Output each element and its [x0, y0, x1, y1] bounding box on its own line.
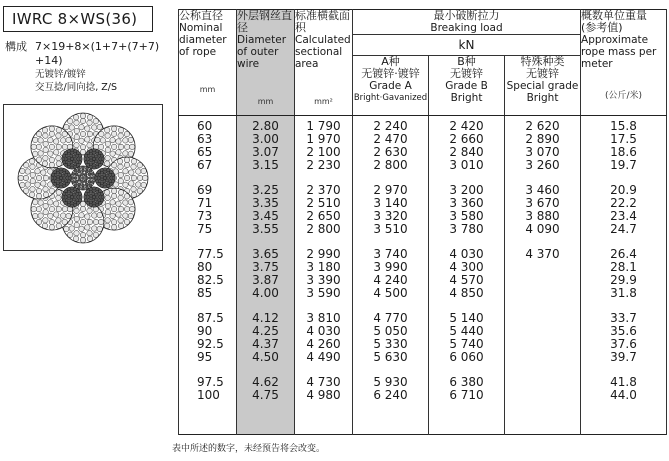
- column-sectional-area: [295, 116, 353, 435]
- row-group: [237, 244, 294, 308]
- table-cell: 4 980: [306, 388, 341, 402]
- table-cell: 3 070: [525, 145, 560, 159]
- table-cell: 3.35: [252, 196, 279, 210]
- table-cell: 95: [197, 350, 213, 364]
- table-cell: 3.15: [252, 158, 279, 172]
- table-cell: 2 100: [306, 145, 341, 159]
- table-cell: 17.5: [610, 132, 637, 146]
- table-cell: 4.00: [252, 286, 279, 300]
- row-group: [429, 180, 504, 244]
- table-cell: 29.9: [610, 273, 637, 287]
- table-cell: 2 420: [449, 119, 484, 133]
- row-group: [353, 244, 428, 308]
- table-cell: 15.8: [610, 119, 637, 133]
- row-group: [353, 116, 428, 180]
- table-cell: 3 390: [306, 273, 341, 287]
- column-nominal-diameter: [179, 116, 237, 435]
- construction-label: 構成: [5, 40, 27, 53]
- table-cell: 4 030: [306, 324, 341, 338]
- row-group: [581, 372, 666, 406]
- table-cell: 2 510: [306, 196, 341, 210]
- table-cell: 4 030: [449, 247, 484, 261]
- table-cell: 3 590: [306, 286, 341, 300]
- table-cell: 4.12: [252, 311, 279, 325]
- table-cell: 3.65: [252, 247, 279, 261]
- table-cell: 39.7: [610, 350, 637, 364]
- row-group: [581, 116, 666, 180]
- table-cell: 60: [197, 119, 213, 133]
- table-cell: 20.9: [610, 183, 637, 197]
- row-group: [429, 372, 504, 406]
- table-cell: 23.4: [610, 209, 637, 223]
- rope-spec-table: [178, 9, 667, 435]
- header-grade-a: A种 无镀锌·镀锌 Grade A Bright·Gavanized: [353, 56, 429, 116]
- table-cell: 71: [197, 196, 213, 210]
- footnote: 表中所述的数字，未经预告将会改变。: [172, 444, 326, 454]
- table-cell: 90: [197, 324, 213, 338]
- table-cell: 3 670: [525, 196, 560, 210]
- table-cell: 4 490: [306, 350, 341, 364]
- header-kn-unit: kN: [353, 35, 581, 56]
- table-cell: 4 850: [449, 286, 484, 300]
- row-group: [179, 372, 236, 406]
- table-cell: 6 060: [449, 350, 484, 364]
- table-cell: 4.62: [252, 375, 279, 389]
- header-breaking-load: 最小破断拉力 Breaking load: [353, 10, 581, 35]
- table-cell: 22.2: [610, 196, 637, 210]
- table-cell: 4 370: [525, 247, 560, 261]
- row-group: [505, 180, 580, 244]
- table-cell: 3 180: [306, 260, 341, 274]
- column-special-grade: [505, 116, 581, 435]
- table-cell: 87.5: [197, 311, 224, 325]
- table-cell: 4.50: [252, 350, 279, 364]
- table-cell: 2 660: [449, 132, 484, 146]
- table-cell: 75: [197, 222, 213, 236]
- table-cell: 5 630: [373, 350, 408, 364]
- table-cell: 3 010: [449, 158, 484, 172]
- row-group: [581, 244, 666, 308]
- table-cell: 85: [197, 286, 213, 300]
- table-cell: 4 260: [306, 337, 341, 351]
- rope-title: IWRC 8×WS(36): [3, 6, 153, 32]
- table-cell: 35.6: [610, 324, 637, 338]
- header-special-grade: 特殊种类 无镀锌 Special grade Bright: [505, 56, 581, 116]
- table-cell: 3 200: [449, 183, 484, 197]
- row-group: [581, 180, 666, 244]
- table-cell: 2 620: [525, 119, 560, 133]
- table-cell: 4 730: [306, 375, 341, 389]
- table-cell: 2 840: [449, 145, 484, 159]
- table-cell: 2 370: [306, 183, 341, 197]
- rope-cross-section-figure: [3, 104, 163, 251]
- header-approx-mass: 概数单位重量 (参考值) Approximate rope mass per meter (公斤/米): [581, 10, 667, 116]
- row-group: [295, 372, 352, 406]
- header-sectional-area: 标准横截面积 Calculated sectional area mm²: [295, 10, 353, 116]
- table-cell: 3 260: [525, 158, 560, 172]
- table-cell: 100: [197, 388, 220, 402]
- row-group: [581, 308, 666, 372]
- table-cell: 3 990: [373, 260, 408, 274]
- table-cell: 4 500: [373, 286, 408, 300]
- table-cell: 5 440: [449, 324, 484, 338]
- row-group: [237, 180, 294, 244]
- header-grade-b: B种 无镀锌 Grade B Bright: [429, 56, 505, 116]
- table-cell: 4 090: [525, 222, 560, 236]
- table-cell: 77.5: [197, 247, 224, 261]
- row-group: [237, 308, 294, 372]
- rope-cross-section-icon: [4, 105, 162, 250]
- table-cell: 5 330: [373, 337, 408, 351]
- table-cell: 80: [197, 260, 213, 274]
- row-group: [353, 180, 428, 244]
- column-grade-a: [353, 116, 429, 435]
- table-cell: 92.5: [197, 337, 224, 351]
- row-group: [295, 244, 352, 308]
- table-cell: 4 570: [449, 273, 484, 287]
- table-cell: 4 300: [449, 260, 484, 274]
- header-nominal-diameter: 公称直径 Nominal diameter of rope mm: [179, 10, 237, 116]
- table-cell: 97.5: [197, 375, 224, 389]
- table-cell: 4.37: [252, 337, 279, 351]
- table-cell: 5 050: [373, 324, 408, 338]
- table-cell: 26.4: [610, 247, 637, 261]
- table-cell: 1 970: [306, 132, 341, 146]
- row-group: [179, 244, 236, 308]
- table-cell: 19.7: [610, 158, 637, 172]
- table-cell: 44.0: [610, 388, 637, 402]
- construction-line1: 7×19+8×(1+7+(7+7): [35, 40, 160, 53]
- table-cell: 2 800: [373, 158, 408, 172]
- row-group: [429, 244, 504, 308]
- table-cell: 69: [197, 183, 213, 197]
- row-group: [505, 372, 580, 406]
- column-outer-wire: [237, 116, 295, 435]
- table-cell: 3.00: [252, 132, 279, 146]
- table-cell: 2.80: [252, 119, 279, 133]
- table-cell: 82.5: [197, 273, 224, 287]
- table-cell: 2 230: [306, 158, 341, 172]
- construction-spec: [5, 40, 175, 94]
- row-group: [179, 180, 236, 244]
- table-cell: 33.7: [610, 311, 637, 325]
- row-group: [505, 116, 580, 180]
- table-cell: 4 770: [373, 311, 408, 325]
- table-cell: 2 970: [373, 183, 408, 197]
- row-group: [353, 372, 428, 406]
- table-cell: 3 140: [373, 196, 408, 210]
- table-cell: 2 890: [525, 132, 560, 146]
- table-cell: 2 470: [373, 132, 408, 146]
- construction-line2: +14): [35, 54, 63, 67]
- table-cell: 3 460: [525, 183, 560, 197]
- table-cell: 2 990: [306, 247, 341, 261]
- table-cell: 3.45: [252, 209, 279, 223]
- table-cell: 5 140: [449, 311, 484, 325]
- table-cell: 3 810: [306, 311, 341, 325]
- construction-line3: 无镀锌/镀锌: [35, 69, 86, 80]
- table-cell: 2 800: [306, 222, 341, 236]
- table-cell: 67: [197, 158, 213, 172]
- table-cell: 37.6: [610, 337, 637, 351]
- table-cell: 4 240: [373, 273, 408, 287]
- row-group: [505, 308, 580, 372]
- table-cell: 1 790: [306, 119, 341, 133]
- table-cell: 73: [197, 209, 213, 223]
- table-cell: 3.07: [252, 145, 279, 159]
- row-group: [237, 116, 294, 180]
- row-group: [179, 116, 236, 180]
- column-approx-mass: [581, 116, 667, 435]
- table-cell: 18.6: [610, 145, 637, 159]
- table-cell: 3.25: [252, 183, 279, 197]
- table-cell: 6 710: [449, 388, 484, 402]
- table-cell: 3 740: [373, 247, 408, 261]
- table-cell: 5 740: [449, 337, 484, 351]
- table-cell: 4.25: [252, 324, 279, 338]
- table-cell: 28.1: [610, 260, 637, 274]
- table-cell: 2 630: [373, 145, 408, 159]
- table-cell: 2 650: [306, 209, 341, 223]
- table-cell: 5 930: [373, 375, 408, 389]
- table-cell: 6 380: [449, 375, 484, 389]
- table-cell: 24.7: [610, 222, 637, 236]
- row-group: [429, 308, 504, 372]
- table-cell: 41.8: [610, 375, 637, 389]
- table-cell: 3.55: [252, 222, 279, 236]
- row-group: [295, 308, 352, 372]
- row-group: [179, 308, 236, 372]
- table-cell: 63: [197, 132, 213, 146]
- table-cell: 31.8: [610, 286, 637, 300]
- row-group: [295, 116, 352, 180]
- row-group: [237, 372, 294, 406]
- table-cell: 65: [197, 145, 213, 159]
- header-outer-wire: 外层钢丝直径 Diameter of outer wire mm: [237, 10, 295, 116]
- table-cell: 6 240: [373, 388, 408, 402]
- table-cell: 3 880: [525, 209, 560, 223]
- column-grade-b: [429, 116, 505, 435]
- row-group: [353, 308, 428, 372]
- table-cell: 3 580: [449, 209, 484, 223]
- table-cell: 3 320: [373, 209, 408, 223]
- row-group: [505, 244, 580, 308]
- row-group: [295, 180, 352, 244]
- table-cell: 3 510: [373, 222, 408, 236]
- table-cell: 3.75: [252, 260, 279, 274]
- table-cell: 3 780: [449, 222, 484, 236]
- table-cell: 2 240: [373, 119, 408, 133]
- table-cell: 4.75: [252, 388, 279, 402]
- row-group: [429, 116, 504, 180]
- table-cell: 3 360: [449, 196, 484, 210]
- construction-line4: 交互捻/同向捻, Z/S: [35, 82, 117, 93]
- table-cell: 3.87: [252, 273, 279, 287]
